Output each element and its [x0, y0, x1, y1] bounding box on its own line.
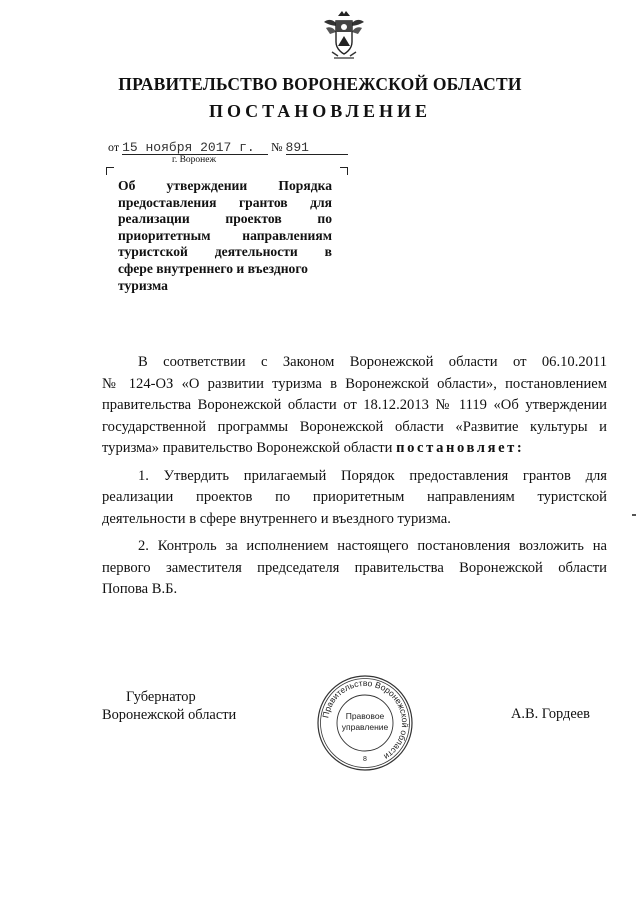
- signatory-position-line: Губернатор: [126, 689, 196, 705]
- city-label: г. Воронеж: [172, 155, 217, 165]
- stamp-inner-line: управление: [341, 722, 389, 732]
- document-body: [102, 352, 607, 601]
- signatory-position-line: Воронежской области: [102, 707, 237, 723]
- subject-line: приоритетным направлениям: [118, 227, 332, 243]
- signatory-name: А.В. Гордеев: [511, 706, 590, 722]
- document-type: ПОСТАНОВЛЕНИЕ: [208, 101, 432, 121]
- subject-line: туризма: [118, 277, 168, 293]
- legal-department-stamp: [316, 674, 414, 772]
- coat-of-arms-icon: [320, 8, 368, 64]
- body-line: 1. Утвердить прилагаемый Порядок предоставления грантов для: [138, 467, 607, 484]
- body-line: № 124-ОЗ «О развитии туризма в Воронежской области», постановлением: [102, 375, 607, 392]
- date-prefix: от: [108, 140, 120, 154]
- stamp-ring-text: Правительство Воронежской области: [320, 677, 411, 762]
- body-line: деятельности в сфере внутреннего и въездного туризма.: [102, 510, 451, 527]
- date-value: 15 ноября 2017 г.: [122, 141, 268, 155]
- subject-line: сфере внутреннего и въездного: [118, 260, 308, 276]
- body-line: реализации проектов по приоритетным направлениям туристской: [102, 489, 607, 505]
- paragraph-item-2: [102, 536, 607, 601]
- decree-word: постановляет:: [396, 440, 525, 456]
- scan-edge-mark: [632, 514, 636, 516]
- government-title: ПРАВИТЕЛЬСТВО ВОРОНЕЖСКОЙ ОБЛАСТИ: [118, 74, 522, 94]
- body-line: В соответствии с Законом Воронежской области от 06.10.2011: [138, 354, 607, 370]
- body-line: Попова В.Б.: [102, 581, 178, 597]
- subject-bracket-right: [340, 167, 348, 175]
- paragraph-preamble: [102, 352, 607, 460]
- body-line: государственной программы Воронежской области «Развитие культуры и: [102, 418, 607, 435]
- paragraph-item-1: [102, 466, 607, 531]
- date-number-row: [108, 140, 348, 155]
- stamp-inner-line: Правовое: [345, 711, 385, 721]
- document-subject: [118, 178, 332, 294]
- subject-line: реализации проектов по: [118, 211, 332, 227]
- stamp-number: 8: [363, 756, 367, 763]
- subject-line: Об утверждении Порядка: [118, 178, 332, 193]
- number-prefix: №: [271, 140, 283, 154]
- body-line: [102, 438, 607, 460]
- signatory-position: [102, 688, 236, 724]
- body-line: правительства Воронежской области от 18.12.2013 № 1119 «Об утверждении: [102, 397, 607, 413]
- subject-bracket-left: [106, 167, 114, 175]
- subject-line: предоставления грантов для: [118, 194, 332, 210]
- body-line: первого заместителя председателя правительства Воронежской области: [102, 559, 607, 576]
- number-value: 891: [286, 141, 348, 155]
- body-line: 2. Контроль за исполнением настоящего постановления возложить на: [138, 538, 607, 554]
- subject-line: туристской деятельности в: [118, 244, 332, 260]
- body-line-text: туризма» правительство Воронежской области: [102, 440, 393, 456]
